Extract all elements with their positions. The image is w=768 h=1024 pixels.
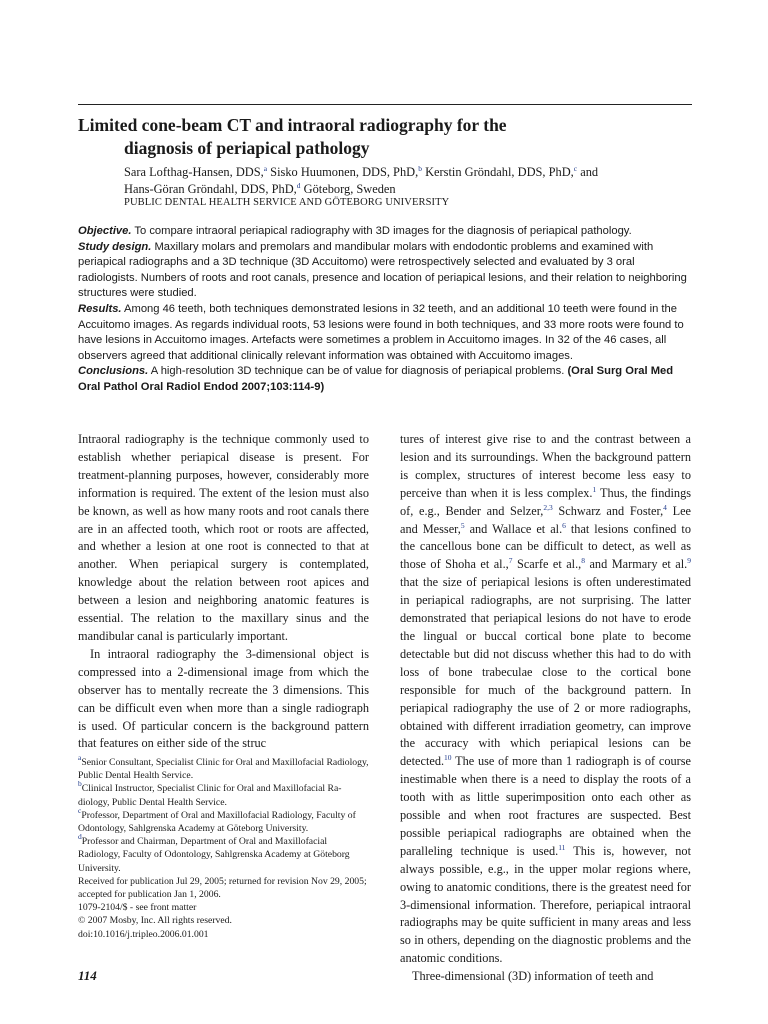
abstract-study-design (78, 240, 692, 302)
reference-link[interactable]: 8 (581, 556, 585, 566)
received-dates: Received for publication Jul 29, 2005; returned for revision Nov 29, 2005; accepted for publication Jan 1, 2006. (78, 875, 367, 901)
footnote-text: Clinical Instructor, Specialist Clinic for Oral and Maxillofacial Radiology, Public Dental Health Service. (78, 783, 342, 808)
author-list (124, 164, 692, 197)
body-text: Thus, the findings of, e.g., Bender and Selzer, (400, 485, 692, 518)
reference-link[interactable]: 2,3 (543, 502, 553, 512)
footnote-text: Professor, Department of Oral and Maxillofacial Radiology, Faculty of Odontology, Sahlgrenska Academy at Göteborg University. (78, 809, 356, 835)
footnote-mark: a (78, 753, 82, 762)
body-text: This is, however, not always possible, e.g., in the upper molar regions where, owing to anatomic conditions, there is the greatest need for 3-dimensional information. Therefore, periapical intraoral radiographs may be quite sufficient in many areas and less so in others, depending on the diagnostic problems and the anatomic conditions. (400, 843, 691, 966)
reference-link[interactable]: 7 (508, 556, 513, 566)
header-rule (78, 104, 692, 105)
author-name: Sisko Huumonen, DDS, PhD, (270, 165, 419, 179)
abstract-text: To compare intraoral periapical radiography with 3D images for the diagnosis of periapical pathology. (134, 225, 632, 237)
abstract-conclusions (78, 364, 692, 395)
footnote (78, 753, 369, 782)
journal-citation: (Oral Surg Oral Med Oral Pathol Oral Radiol Endod 2007;103:114-9) (78, 365, 674, 393)
title-line-2: diagnosis of periapical pathology (124, 138, 370, 158)
body-text: that lesions confined to the cancellous bone can be difficult to detect, as well as those of Shoha et al., (400, 521, 691, 572)
footnote-mark: b (78, 779, 82, 789)
body-paragraph: In intraoral radiography the 3-dimensional object is compressed into a 2-dimensional image from which the observer has to mentally recreate the 3 dimensions. This can be difficult even when more than a single radiograph is used. Of particular concern is the background pattern that features on either side of the struc (78, 646, 369, 751)
abstract-text: Maxillary molars and premolars and mandibular molars with endodontic problems and examined with periapical radiographs and a 3D technique (3D Accuitomo) were retrospectively selected and evaluated by 3 oral radiologists. Numbers of roots and root canals, presence and location of periapical lesions, and their relation to neighboring structures were studied. (78, 240, 687, 300)
reference-link[interactable]: 5 (460, 520, 465, 530)
footnote-text: Senior Consultant, Specialist Clinic for Oral and Maxillofacial Radiology, Public Dental Health Service. (78, 757, 369, 782)
footnotes (78, 753, 369, 941)
body-text: The use of more than 1 radiograph is of course inestimable when there is a need to display the roots of a tooth with as little superimposition onto each other as possible and when root fractures are suspected. Best possible periapical radiographs are obtained when the paralleling technique is used. (400, 754, 691, 858)
author-affiliation-mark: d (296, 180, 301, 190)
footnote-mark: d (78, 832, 82, 842)
footnote (78, 832, 369, 875)
footnote (78, 779, 369, 808)
footnote-mark: c (78, 805, 82, 815)
body-text: tures of interest give rise to and the contrast between a lesion and its surroundings. When the background pattern is complex, structures of interest become less easy to perceive than when it is less complex. (400, 432, 691, 500)
abstract (78, 224, 692, 396)
reference-link[interactable]: 4 (663, 502, 667, 512)
abstract-label: Results. (78, 302, 122, 315)
page-number: 114 (78, 968, 97, 983)
reference-link[interactable]: 1 (592, 484, 597, 494)
abstract-label: Objective. (78, 225, 132, 237)
issn-line: 1079-2104/$ - see front matter (78, 902, 197, 914)
author-conjunction: and (580, 165, 599, 179)
body-paragraph (400, 431, 691, 968)
body-text: that the size of periapical lesions is often underestimated in periapical radiographs, are not surprising. The latter demonstrated that periapical lesions do not have to erode the lingual or buccal cortical bone plate to become detectable but did not discuss whether this had to do with loss of bone trabeculae close to the cortical bone responsible for much of the background pattern. In periapical radiography the use of 2 or more radiographs, obtained with different irradiation geometry, can improve the accuracy with which periapical lesions can be detected. (400, 575, 691, 769)
doi-link[interactable]: doi:10.1016/j.tripleo.2006.01.001 (78, 928, 209, 940)
body-column-left (78, 431, 369, 753)
body-text: Schwarz and Foster, (552, 503, 664, 518)
body-text: Scarfe et al., (512, 557, 582, 572)
author-name: Kerstin Gröndahl, DDS, PhD, (425, 165, 574, 179)
title-line-1: Limited cone-beam CT and intraoral radiography for the (78, 115, 507, 135)
abstract-label: Study design. (78, 240, 152, 253)
reference-link[interactable]: 9 (687, 556, 691, 566)
abstract-label: Conclusions. (78, 365, 149, 378)
reference-link[interactable]: 10 (444, 753, 452, 763)
author-affiliation-mark: a (263, 164, 268, 173)
abstract-results (78, 302, 692, 364)
author-name: Sara Lofthag-Hansen, DDS, (124, 165, 264, 179)
copyright-line: © 2007 Mosby, Inc. All rights reserved. (78, 915, 232, 927)
footnote (78, 805, 369, 835)
reference-link[interactable]: 6 (562, 520, 566, 530)
body-paragraph: Three-dimensional (3D) information of teeth and (412, 969, 654, 984)
abstract-text: A high-resolution 3D technique can be of value for diagnosis of periapical problems. (150, 365, 565, 378)
body-text: and Marmary et al. (585, 557, 688, 572)
reference-link[interactable]: 11 (558, 842, 566, 852)
author-affiliation-mark: b (418, 164, 422, 173)
author-name: Hans-Göran Gröndahl, DDS, PhD, (124, 181, 297, 196)
author-location: Göteborg, Sweden (303, 181, 396, 196)
body-paragraph: Intraoral radiography is the technique commonly used to establish whether periapical disease is present. For treatment-planning purposes, however, considerably more information is required. The extent of the lesion must also be known, as well as how many roots and root canals there are in an affected tooth, which root or roots are affected, and whether a lesion at one root is connected to that at another. When periapical surgery is contemplated, knowledge about the relation between root apices and between a lesion and neighboring anatomic features is essential. The relation to the maxillary sinus and the mandibular canal is particularly important. (78, 432, 369, 643)
institution-affiliation: PUBLIC DENTAL HEALTH SERVICE AND GÖTEBORG UNIVERSITY (124, 197, 450, 208)
footnote-text: Professor and Chairman, Department of Oral and Maxillofacial Radiology, Faculty of Odontology, Sahlgrenska Academy at Göteborg University. (78, 836, 350, 874)
abstract-objective (78, 224, 692, 240)
body-column-right (400, 431, 691, 986)
author-affiliation-mark: c (573, 164, 578, 173)
abstract-text: Among 46 teeth, both techniques demonstrated lesions in 32 teeth, and an additional 10 teeth were found in the Accuitomo images. As regards individual roots, 53 lesions were found in both techniques, and 33 more roots were found to have lesions in Accuitomo images. Artefacts were sometimes a problem in Accuitomo images. In 32 of the 46 cases, all observers agreed that additional clinically relevant information was obtained with Accuitomo images. (78, 302, 684, 362)
body-text: Lee and Messer, (400, 503, 691, 536)
article-title (78, 114, 692, 160)
body-text: and Wallace et al. (464, 521, 563, 536)
